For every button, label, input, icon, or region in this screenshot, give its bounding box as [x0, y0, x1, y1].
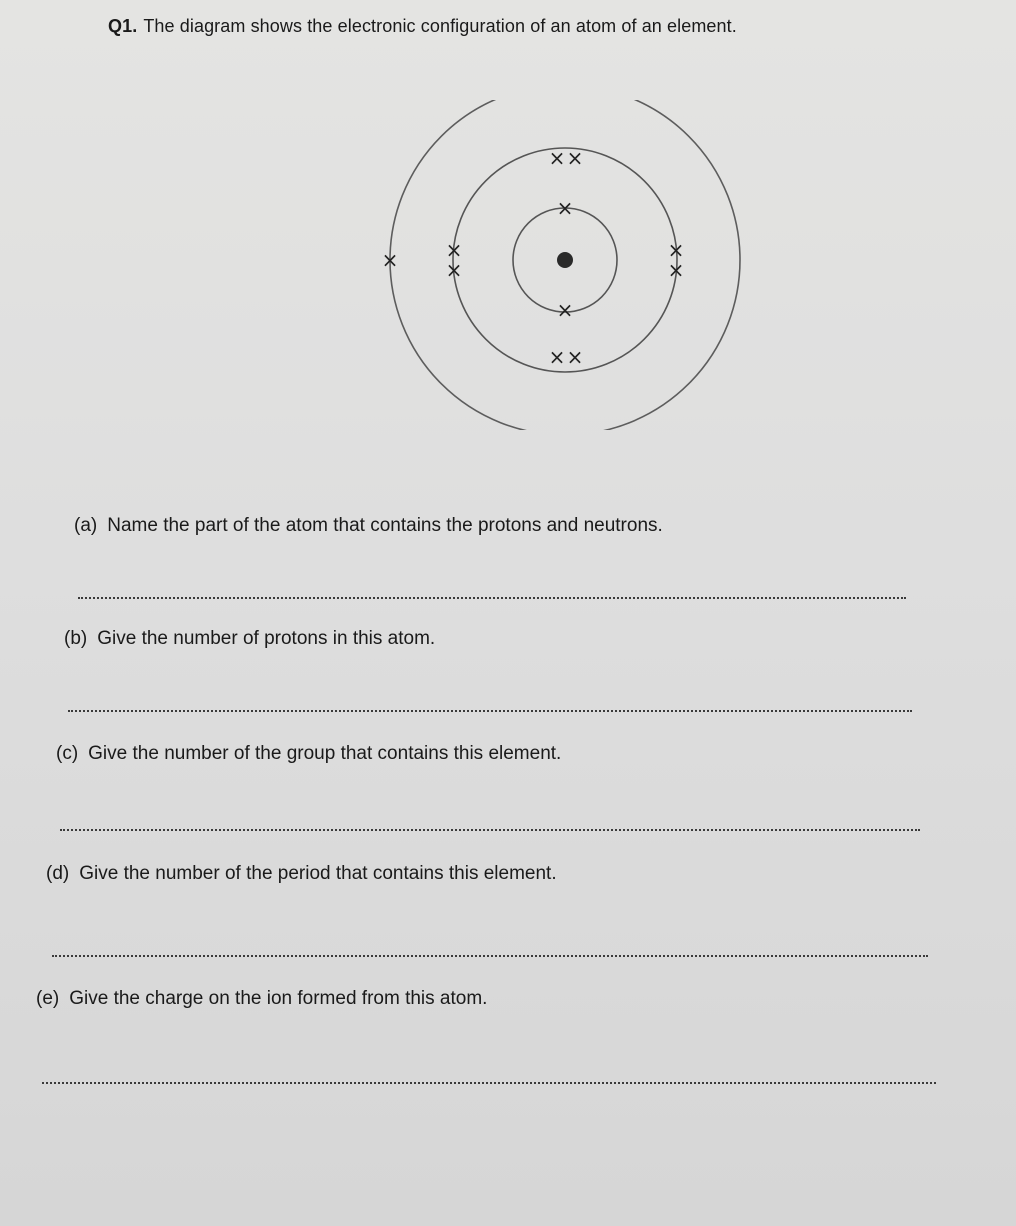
part-c: [56, 743, 561, 765]
part-d-text: Give the number of the period that contains this element.: [79, 863, 557, 884]
electron-shell-2-1: ×: [548, 146, 566, 170]
part-e-label: (e): [36, 988, 60, 1009]
part-e: [36, 988, 487, 1010]
electron-shell-3-1: ×: [381, 248, 399, 272]
electron-shell-2-3: ×: [445, 238, 463, 262]
question-number: Q1.: [108, 16, 138, 36]
electron-shell-2-7: ×: [548, 345, 566, 369]
part-c-label: (c): [56, 743, 79, 764]
answer-line-e[interactable]: [42, 1082, 936, 1084]
part-b-label: (b): [64, 628, 88, 649]
answer-line-d[interactable]: [52, 955, 928, 957]
answer-line-c[interactable]: [60, 829, 920, 831]
answer-line-a[interactable]: [78, 597, 906, 599]
electron-shell-2-5: ×: [667, 238, 685, 262]
nucleus: [557, 252, 573, 268]
part-a: [74, 515, 663, 537]
part-d-label: (d): [46, 863, 70, 884]
electron-configuration-diagram: [360, 100, 760, 430]
question-stem-text: The diagram shows the electronic configuration of an atom of an element.: [143, 16, 737, 36]
question-stem: [108, 16, 737, 37]
answer-line-b[interactable]: [68, 710, 912, 712]
electron-shell-1-1: ×: [556, 196, 574, 220]
electron-shell-2-8: ×: [566, 345, 584, 369]
part-c-text: Give the number of the group that contains this element.: [88, 743, 562, 764]
electron-shell-2-6: ×: [667, 258, 685, 282]
electron-shell-2-4: ×: [445, 258, 463, 282]
part-b: [64, 628, 435, 650]
part-a-text: Name the part of the atom that contains the protons and neutrons.: [107, 515, 663, 536]
part-b-text: Give the number of protons in this atom.: [97, 628, 436, 649]
part-a-label: (a): [74, 515, 98, 536]
part-e-text: Give the charge on the ion formed from this atom.: [69, 988, 488, 1009]
electron-shell-2-2: ×: [566, 146, 584, 170]
part-d: [46, 863, 557, 885]
electron-shell-1-2: ×: [556, 298, 574, 322]
